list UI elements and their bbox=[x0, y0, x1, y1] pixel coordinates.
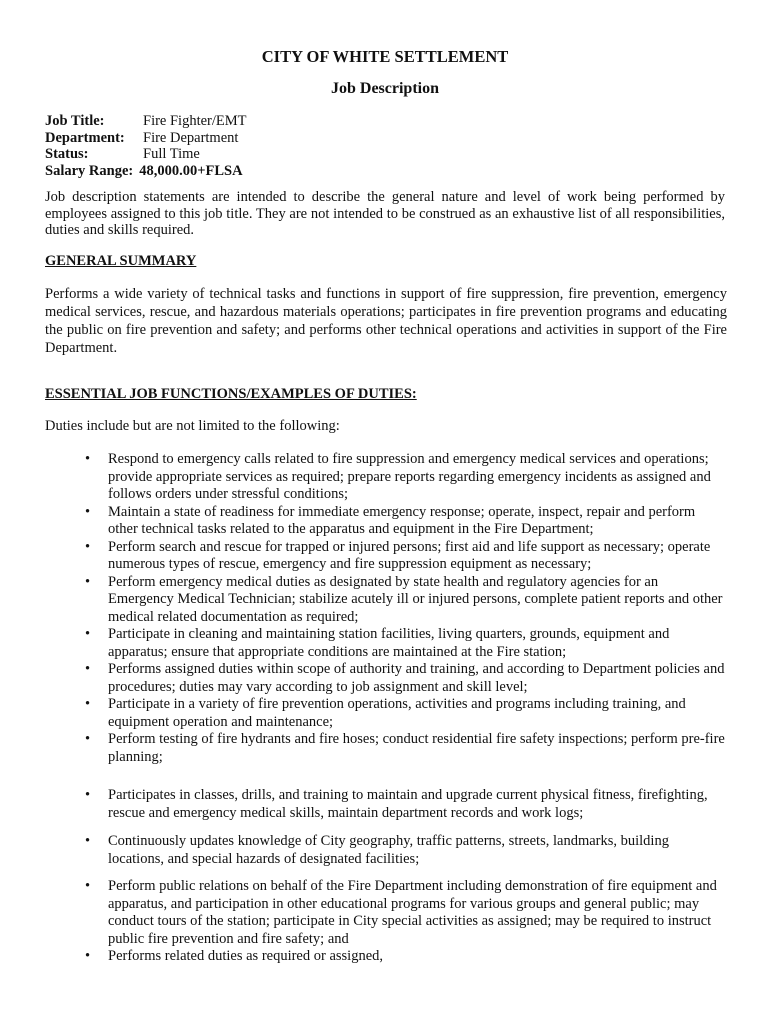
job-info-block bbox=[45, 113, 247, 179]
duty-item: • Performs assigned duties within scope of authority and training, and according to Department policies and procedures; duties may vary according to job assignment and skill level; bbox=[85, 661, 725, 696]
job-title-label: Job Title: bbox=[45, 113, 105, 129]
status-value: Full Time bbox=[143, 146, 200, 162]
duty-item: • Perform search and rescue for trapped or injured persons; first aid and life support as necessary; operate numerous types of rescue, emergency and fire suppression equipment as necessary; bbox=[85, 539, 725, 574]
department-row bbox=[45, 130, 247, 147]
duty-item: • Participate in cleaning and maintaining station facilities, living quarters, grounds, equipment and apparatus; ensure that appropriate conditions are maintained at the Fire station; bbox=[85, 626, 725, 661]
duty-item: • Participate in a variety of fire prevention operations, activities and programs including training, and equipment operation and maintenance; bbox=[85, 696, 725, 731]
duty-item: • Perform testing of fire hydrants and fire hoses; conduct residential fire safety inspections; perform pre-fire planning; bbox=[85, 731, 725, 766]
job-title-row bbox=[45, 113, 247, 130]
duty-item: • Maintain a state of readiness for immediate emergency response; operate, inspect, repair and perform other technical tasks related to the apparatus and equipment in the Fire Department; bbox=[85, 504, 725, 539]
duties-list bbox=[85, 451, 725, 766]
duties-list bbox=[85, 878, 725, 966]
salary-label: Salary Range: bbox=[45, 162, 134, 179]
status-row bbox=[45, 146, 247, 163]
essential-functions-heading: ESSENTIAL JOB FUNCTIONS/EXAMPLES OF DUTIES: bbox=[45, 386, 417, 402]
department-label: Department: bbox=[45, 129, 125, 146]
general-summary-heading: GENERAL SUMMARY bbox=[45, 253, 197, 269]
duty-item: • Respond to emergency calls related to fire suppression and emergency medical services and operations; provide appropriate services as required; prepare reports regarding emergency incidents as assigned and follows orders under stressful conditions; bbox=[85, 451, 725, 504]
job-title-value: Fire Fighter/EMT bbox=[143, 113, 247, 129]
duties-list bbox=[85, 833, 725, 868]
salary-value: 48,000.00+FLSA bbox=[139, 162, 243, 179]
salary-row bbox=[45, 163, 247, 180]
duty-item: • Perform emergency medical duties as designated by state health and regulatory agencies for an Emergency Medical Technician; stabilize acutely ill or injured persons, complete patient reports and other medical related documentation as required; bbox=[85, 574, 725, 627]
duty-item: • Continuously updates knowledge of City geography, traffic patterns, streets, landmarks, building locations, and special hazards of designated facilities; bbox=[85, 833, 725, 868]
duties-list bbox=[85, 787, 725, 822]
duty-item: • Performs related duties as required or assigned, bbox=[85, 948, 725, 966]
intro-paragraph: Job description statements are intended to describe the general nature and level of work being performed by employees assigned to this job title. They are not intended to be construed as an exhaustive list of all responsibilities, duties and skills required. bbox=[45, 189, 725, 238]
duties-intro: Duties include but are not limited to the following: bbox=[45, 418, 340, 434]
general-summary-text: Performs a wide variety of technical tasks and functions in support of fire suppression, fire prevention, emergency medical services, rescue, and hazardous materials operations; participates in fire prevention programs and educating the public on fire prevention and safety; and performs other technical operations and activities in support of the Fire Department. bbox=[45, 286, 727, 356]
status-label: Status: bbox=[45, 146, 89, 162]
department-value: Fire Department bbox=[143, 129, 239, 146]
document-title: CITY OF WHITE SETTLEMENT bbox=[261, 47, 509, 66]
duty-item: • Participates in classes, drills, and training to maintain and upgrade current physical fitness, firefighting, rescue and emergency medical skills, maintain department records and work logs; bbox=[85, 787, 725, 822]
duty-item: • Perform public relations on behalf of the Fire Department including demonstration of fire equipment and apparatus, and participation in other educational programs for various groups and general public; may conduct tours of the station; participate in City special activities as assigned; may be required to instruct public fire prevention and fire safety; and bbox=[85, 878, 725, 948]
document-subtitle: Job Description bbox=[331, 80, 439, 97]
